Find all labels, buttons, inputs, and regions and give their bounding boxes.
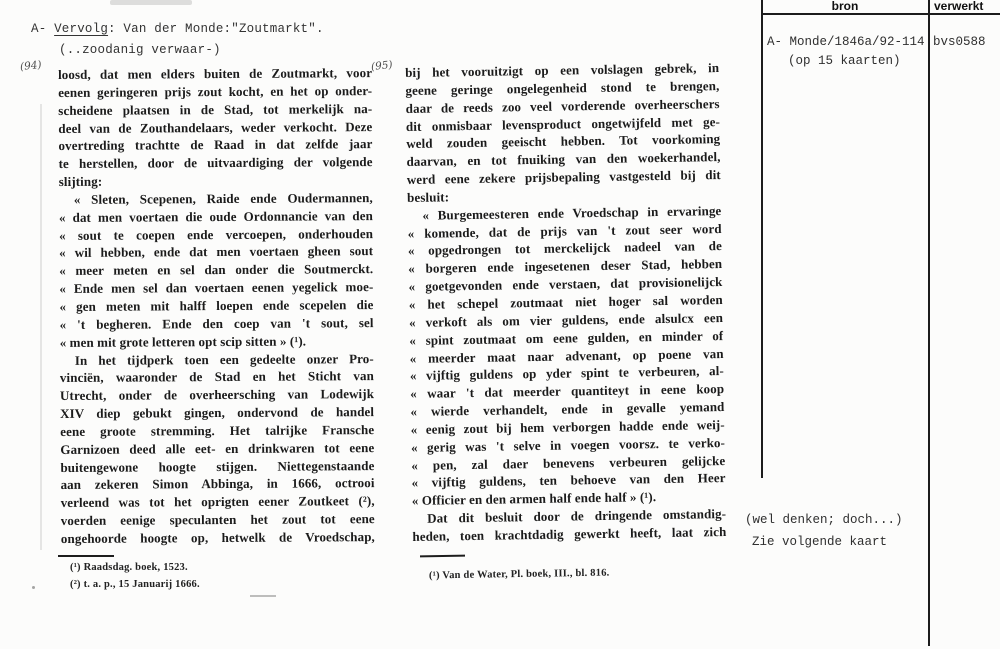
heading-underlined-word: Vervolg (54, 22, 109, 36)
text-line: « borgeren ende ingesetenen deser Stad, hebben (408, 256, 723, 277)
text-line: voerden eenige speculanten het zout tot eene (60, 511, 375, 529)
card-bron-value (767, 33, 925, 71)
typed-heading (31, 22, 324, 36)
text-line: A- Monde/1846a/92-114 (767, 35, 925, 49)
text-line: deel van de Zouthandelaars, weder verkocht. Deze (58, 118, 373, 136)
card-header-bron: bron (831, 0, 859, 13)
text-line: « Officier en den armen half ende half » (¹). (411, 489, 657, 509)
text-line: « pen, zal daer benevens verbeuren gelijcke (411, 452, 726, 473)
text-line: « Sleten, Scepenen, Raide ende Oudermannen, (73, 189, 373, 207)
text-line: (²) t. a. p., 15 Januarij 1666. (70, 578, 200, 590)
text-line: werd eene zekere prijsbepaling vastgesteld bij dit (406, 167, 721, 188)
text-line: « vijftig guldens, ten behoeve van den Heer (411, 470, 726, 491)
heading-rest: : Van der Monde:"Zoutmarkt". (108, 22, 324, 36)
text-line: overtreding trachtte de Raad in dat zelfde jaar (58, 136, 373, 154)
footnote-rule-right (420, 555, 465, 558)
text-line: eenen geringeren prijs zout kocht, en het op onder- (58, 82, 373, 100)
text-line: « gerig was 't selve in voegen voorsz. te verko- (410, 434, 726, 455)
text-line: XIV diep gebukt gingen, ondervond de handel (60, 404, 375, 422)
card-left-border (761, 0, 763, 478)
text-line: loosd, dat men elders buiten de Zoutmarkt, voor (58, 65, 373, 82)
text-line: eene groote stremming. Het talrijke Fransche (60, 421, 375, 439)
text-line: « men mit grote letteren opt scip sitten » (¹). (59, 333, 307, 350)
text-line: daar de reeds zoo veel vorderende overheerschers (405, 95, 720, 116)
text-line: aan zekeren Simon Abbinga, in 1666, octrooi (60, 475, 375, 493)
card-header-rule (761, 13, 1000, 15)
text-line: (¹) Raadsdag. boek, 1523. (70, 562, 188, 573)
footnotes-right (429, 566, 610, 585)
text-line: dit onmisbaar levensproduct ongetwijfeld met ge- (405, 113, 721, 134)
card-typed-notes (745, 510, 903, 553)
text-line: te herstellen, door de uitvaardiging der volgende (58, 154, 373, 172)
text-line: (wel denken; doch...) (745, 513, 903, 527)
book-left-column (58, 64, 375, 548)
text-line: « meerder maat naar advenant, op poene van (409, 345, 724, 366)
text-line: daarvan, en tot fnuiking van den woekerhandel, (406, 149, 721, 170)
heading-prefix: A- (31, 22, 55, 36)
text-line: « vijftig guldens op yder spint te verbeuren, al- (409, 363, 724, 384)
text-line: geene geringe ongelegenheid stond te brengen, (405, 77, 720, 98)
text-line: Garnizoen deed alle eet- en drinkwaren tot eene (60, 439, 375, 457)
text-line: verleend was tot het oprigten eener Zoutkeet (²), (60, 493, 375, 511)
scan-dash-artifact (250, 595, 276, 597)
book-right-column (405, 59, 727, 546)
text-line: « verkoft als om vier guldens, ende alsulcx een (408, 309, 724, 330)
text-line: « spint zoutmaat om eene gulden, en minder of (409, 327, 724, 348)
text-line: « komende, dat de prijs van 't zout seer word (407, 220, 722, 241)
text-line: « 't begheren. Ende den coep van 't sout, sel (59, 314, 374, 332)
text-line: buitengewone hoogte stijgen. Niettegenstaande (60, 457, 375, 475)
handwritten-page-marker-right: (95) (370, 58, 394, 74)
scan-speck (32, 586, 35, 589)
footnotes-left (70, 560, 200, 593)
scan-smudge (110, 0, 192, 5)
text-line: « eenig zout bij hem verborgen hadde ende weij- (410, 416, 725, 437)
text-line: Utrecht, onder de overheersching van Lodewijk (59, 386, 375, 404)
text-line: « waar 't dat meerder quantiteyt in eene koop (410, 381, 725, 402)
text-line: « meer meten en sel dan onder die Soutmerckt. (59, 261, 374, 279)
text-line: vinciën, waaronder de Stad en het Sticht van (59, 368, 374, 386)
text-line: Dat dit besluit door de dringende omstandig- (427, 506, 727, 526)
text-line: « wil hebben, ende dat men voertaen gheen sout (59, 243, 374, 261)
text-line: « dat men voertaen die oude Ordonnancie van den (58, 207, 373, 225)
text-line: (op 15 kaarten) (788, 54, 901, 68)
text-line: « Ende men sel dan voertaen eenen yegelick moe- (59, 279, 374, 297)
text-line: Zie volgende kaart (752, 534, 888, 549)
text-line: In het tijdperk toen een gedeelte onzer Pro- (74, 350, 374, 368)
card-header-verwerkt: verwerkt (934, 0, 984, 13)
handwritten-page-marker-left: (94) (19, 58, 43, 74)
text-line: weld zouden geeischt hebben. Tot voorkoming (406, 131, 721, 152)
text-line: slijting: (58, 173, 103, 190)
text-line: scheidene plaatsen in de Stad, tot merkelijk na- (58, 100, 373, 118)
text-line: « Burgemeesteren ende Vroedschap in ervaringe (422, 202, 722, 223)
text-line: bij het vooruitzigt op een volslagen gebrek, in (405, 60, 720, 80)
text-line: besluit: (406, 189, 450, 205)
text-line: (¹) Van de Water, Pl. boek, III., bl. 816. (428, 567, 610, 582)
text-line: « het schepel zoutmaat niet hoger sal worden (408, 292, 723, 312)
text-line: ongehoorde hoogte op, hetwelk de Vroedschap, (60, 529, 375, 546)
scan-gutter-line (40, 104, 42, 550)
text-line: heden, toen krachtdadig gewerkt heeft, laat zich (412, 523, 727, 544)
card-column-divider (928, 0, 930, 646)
text-line: « goetgevonden ende verstaen, dat provisionelijck (408, 274, 723, 295)
typed-subheading: (..zoodanig verwaar-) (59, 43, 221, 57)
text-line: « wierde verhandelt, ende in gevalle yemand (410, 399, 725, 419)
text-line: « sout te coepen ende vercoepen, onderhouden (58, 225, 374, 243)
text-line: « gen meten mit halff loepen ende scepelen die (59, 297, 374, 314)
text-line: « opgedrongen tot merckelijck nadeel van de (407, 238, 723, 259)
footnote-rule-left (58, 555, 114, 557)
card-verwerkt-value: bvs0588 (933, 35, 986, 49)
